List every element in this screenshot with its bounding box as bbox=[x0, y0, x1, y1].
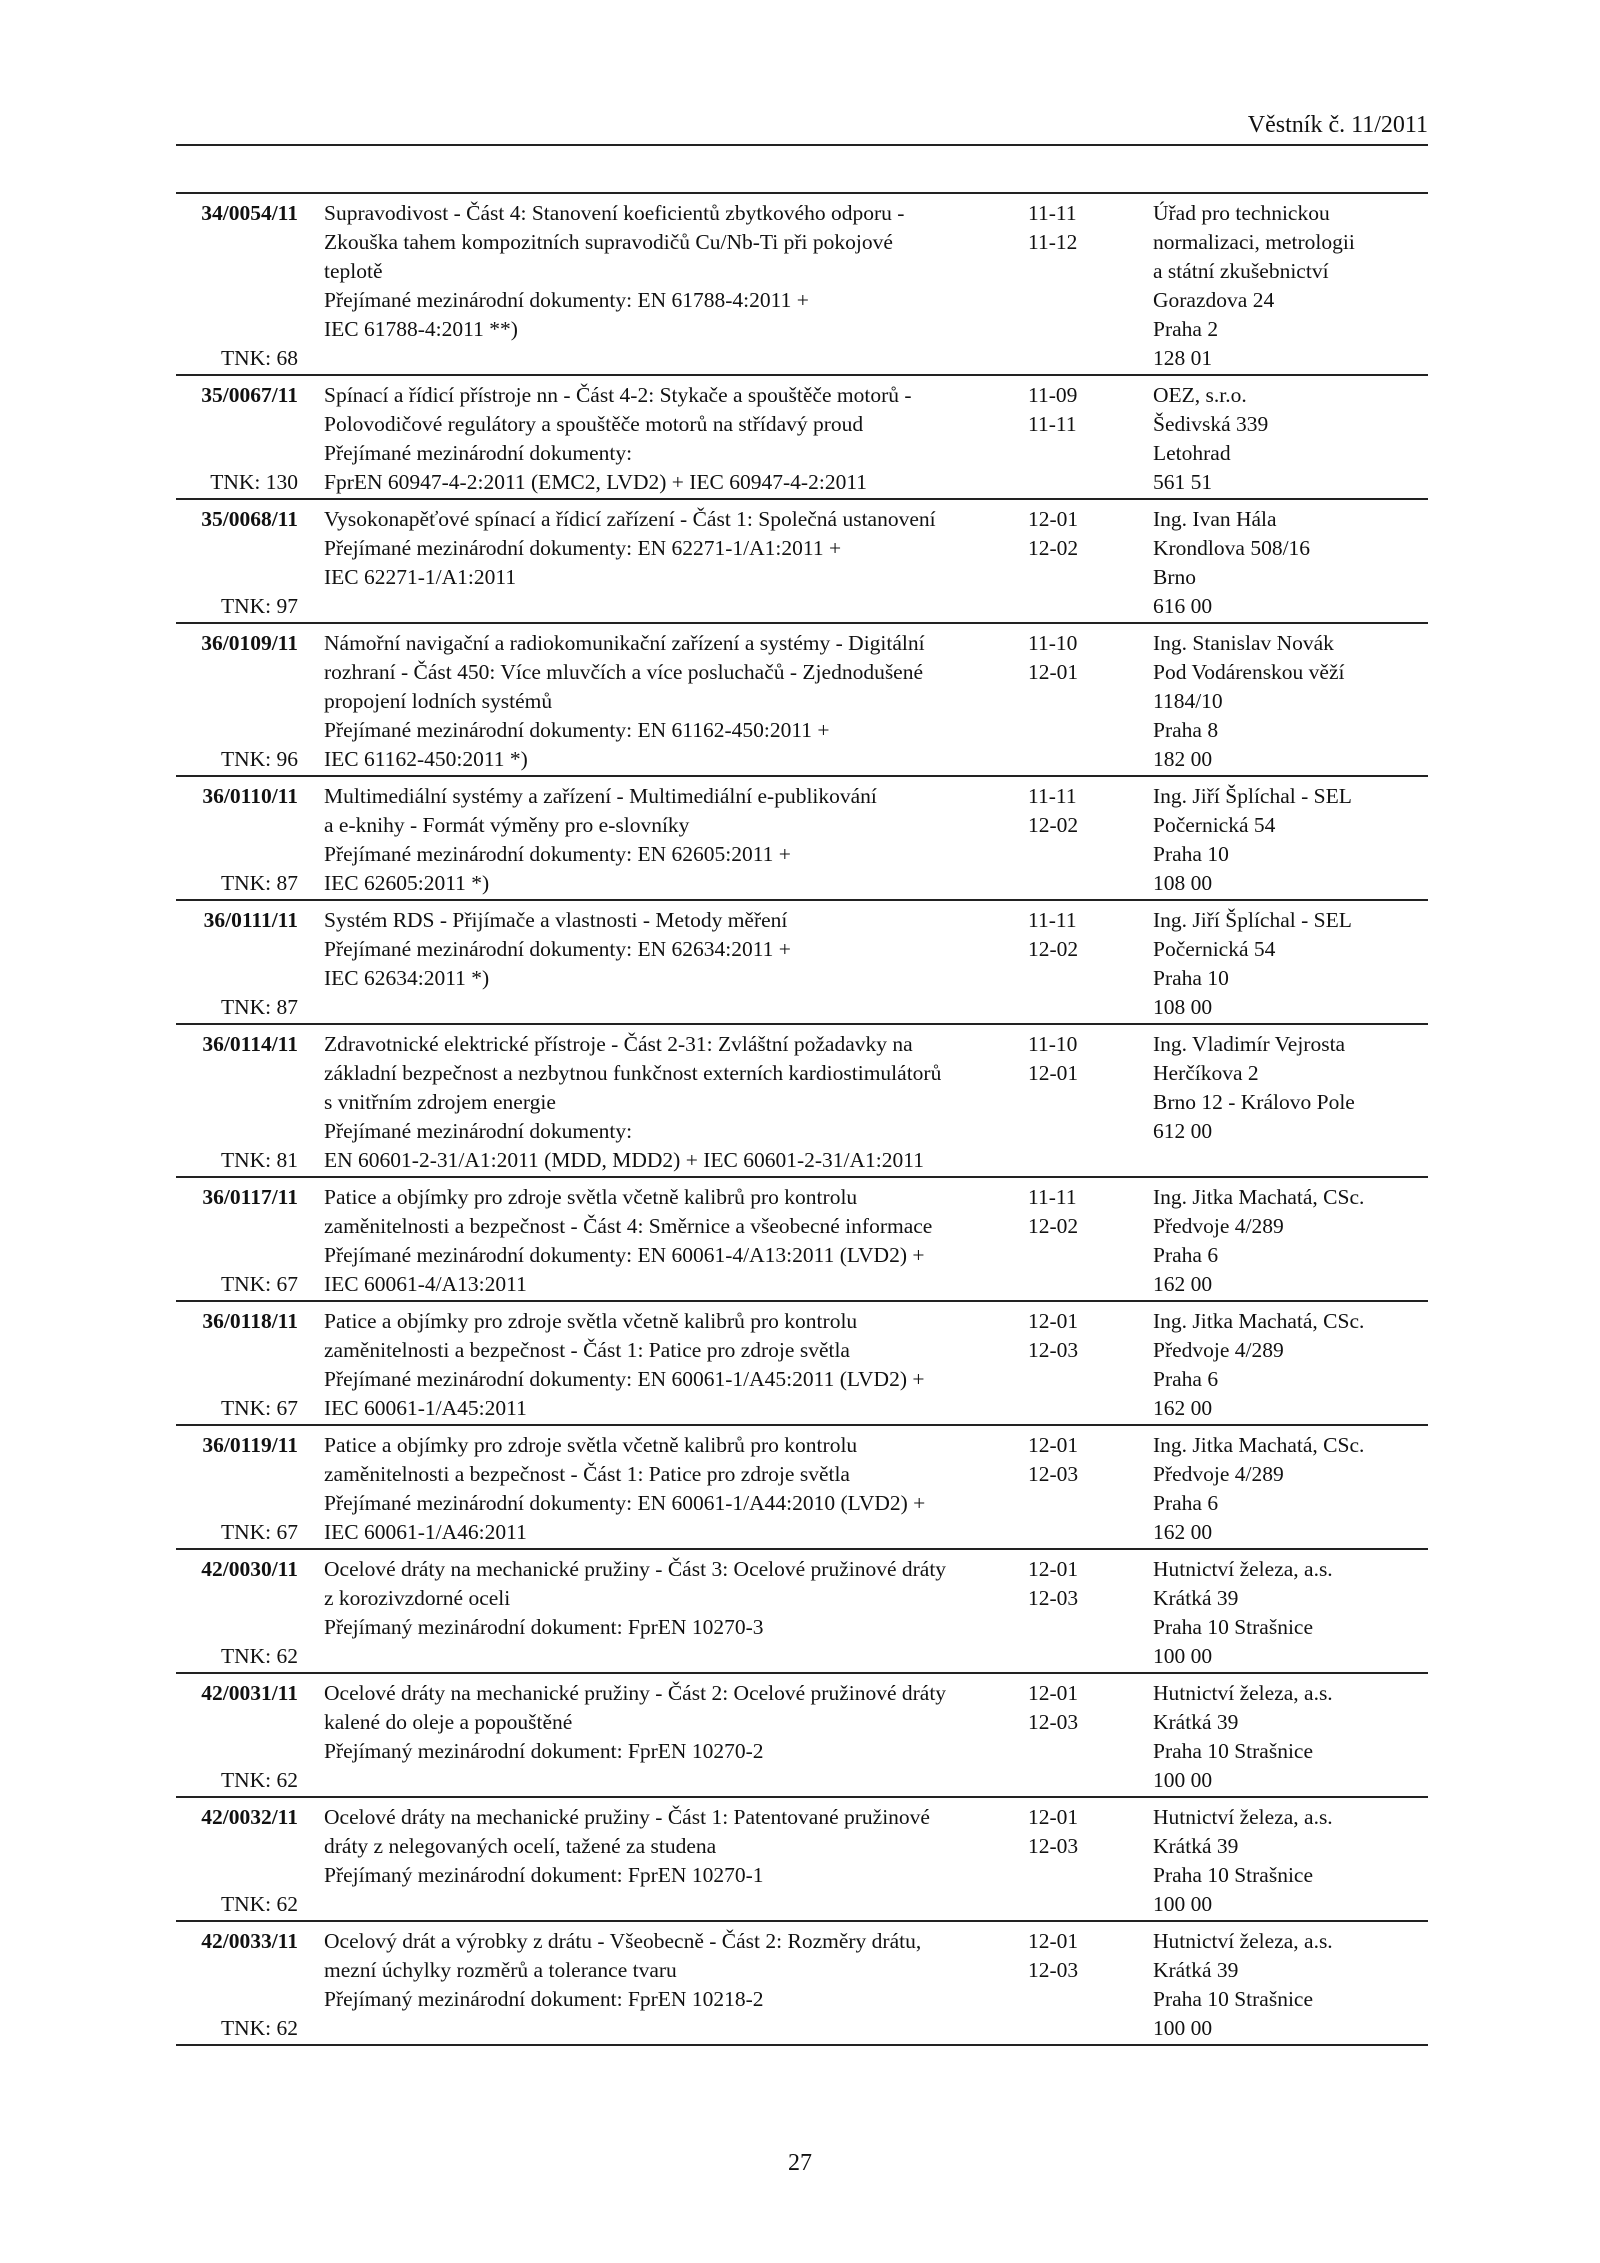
entry-title-line: Spínací a řídicí přístroje nn - Část 4-2: Stykače a spouštěče motorů - bbox=[324, 383, 912, 407]
entry-address-line: Praha 10 Strašnice bbox=[1153, 1739, 1314, 1763]
entry-title-line: propojení lodních systémů bbox=[324, 689, 553, 713]
entry-address-line: 108 00 bbox=[1153, 871, 1213, 895]
entry-title-line: Přejímané mezinárodní dokumenty: EN 62605:2011 + bbox=[324, 842, 791, 866]
entry-dates-cell bbox=[1028, 782, 1153, 898]
standard-entry bbox=[176, 1426, 1428, 1550]
entry-date: 11-11 bbox=[1028, 784, 1077, 808]
entry-title-cell bbox=[298, 1030, 1028, 1175]
entry-title-line: Multimediální systémy a zařízení - Multimediální e-publikování bbox=[324, 784, 877, 808]
entry-title-cell bbox=[298, 1307, 1028, 1423]
entry-id-cell bbox=[176, 1803, 298, 1919]
entry-address-line: 128 01 bbox=[1153, 346, 1213, 370]
entry-title-line: Ocelové dráty na mechanické pružiny - Část 1: Patentované pružinové bbox=[324, 1805, 930, 1829]
entry-tnk: TNK: 62 bbox=[220, 2016, 298, 2040]
entry-title-line: dráty z nelegovaných ocelí, tažené za studena bbox=[324, 1834, 717, 1858]
entry-date: 12-02 bbox=[1028, 813, 1079, 837]
entry-date: 12-01 bbox=[1028, 1061, 1079, 1085]
entry-date: 11-09 bbox=[1028, 383, 1078, 407]
entry-address-line: Ing. Jitka Machatá, CSc. bbox=[1153, 1185, 1365, 1209]
entry-tnk: TNK: 81 bbox=[220, 1148, 298, 1172]
entry-date: 11-11 bbox=[1028, 908, 1077, 932]
entry-code: 36/0117/11 bbox=[202, 1185, 298, 1209]
entry-title-cell bbox=[298, 1803, 1028, 1919]
entry-date: 12-01 bbox=[1028, 660, 1079, 684]
entry-address-line: 1184/10 bbox=[1153, 689, 1223, 713]
entry-title-line: kalené do oleje a popouštěné bbox=[324, 1710, 573, 1734]
entry-address-line: Praha 10 Strašnice bbox=[1153, 1615, 1314, 1639]
entry-tnk: TNK: 62 bbox=[220, 1644, 298, 1668]
entry-code: 35/0067/11 bbox=[201, 383, 298, 407]
entry-date: 12-02 bbox=[1028, 536, 1079, 560]
entry-date: 12-03 bbox=[1028, 1958, 1079, 1982]
entry-title-cell bbox=[298, 381, 1028, 497]
entry-code: 36/0109/11 bbox=[201, 631, 298, 655]
entry-title-line: Přejímané mezinárodní dokumenty: EN 60061-4/A13:2011 (LVD2) + bbox=[324, 1243, 925, 1267]
entry-title-line: Patice a objímky pro zdroje světla včetně kalibrů pro kontrolu bbox=[324, 1433, 858, 1457]
page-number: 27 bbox=[788, 2150, 812, 2176]
entry-address-line: Praha 6 bbox=[1153, 1367, 1219, 1391]
entry-id-cell bbox=[176, 1431, 298, 1547]
entry-address-line: Ing. Stanislav Novák bbox=[1153, 631, 1334, 655]
entry-id-cell bbox=[176, 782, 298, 898]
entry-title-line: FprEN 60947-4-2:2011 (EMC2, LVD2) + IEC 60947-4-2:2011 bbox=[324, 470, 868, 494]
entry-tnk: TNK: 67 bbox=[220, 1520, 298, 1544]
entry-id-cell bbox=[176, 199, 298, 373]
entry-address-line: 612 00 bbox=[1153, 1119, 1213, 1143]
entry-date: 11-11 bbox=[1028, 412, 1077, 436]
entry-tnk: TNK: 62 bbox=[220, 1892, 298, 1916]
entry-title-line: Zkouška tahem kompozitních supravodičů Cu/Nb-Ti při pokojové bbox=[324, 230, 893, 254]
entry-address-line: OEZ, s.r.o. bbox=[1153, 383, 1247, 407]
entry-title-line: Zdravotnické elektrické přístroje - Část 2-31: Zvláštní požadavky na bbox=[324, 1032, 913, 1056]
entry-address-line: 100 00 bbox=[1153, 2016, 1213, 2040]
entry-id-cell bbox=[176, 505, 298, 621]
standard-entry bbox=[176, 1674, 1428, 1798]
entry-dates-cell bbox=[1028, 199, 1153, 373]
entry-dates-cell bbox=[1028, 1679, 1153, 1795]
entry-address-line: Krátká 39 bbox=[1153, 1586, 1239, 1610]
entry-date: 12-01 bbox=[1028, 1309, 1079, 1333]
entry-title-line: Přejímané mezinárodní dokumenty: EN 62271-1/A1:2011 + bbox=[324, 536, 842, 560]
entry-title-line: Ocelový drát a výrobky z drátu - Všeobecně - Část 2: Rozměry drátu, bbox=[324, 1929, 922, 1953]
entry-address-line: 108 00 bbox=[1153, 995, 1213, 1019]
entry-code: 42/0030/11 bbox=[201, 1557, 298, 1581]
entry-address-line: Praha 8 bbox=[1153, 718, 1219, 742]
entry-title-line: základní bezpečnost a nezbytnou funkčnost externích kardiostimulátorů bbox=[324, 1061, 942, 1085]
entry-address-cell bbox=[1153, 1679, 1428, 1795]
entry-address-line: Krátká 39 bbox=[1153, 1834, 1239, 1858]
entry-address-line: 100 00 bbox=[1153, 1768, 1213, 1792]
entry-address-line: Hutnictví železa, a.s. bbox=[1153, 1557, 1333, 1581]
entry-id-cell bbox=[176, 629, 298, 774]
entry-address-line: 162 00 bbox=[1153, 1396, 1213, 1420]
entry-title-line: Přejímané mezinárodní dokumenty: EN 61788-4:2011 + bbox=[324, 288, 809, 312]
entry-date: 11-11 bbox=[1028, 1185, 1077, 1209]
entry-address-line: 182 00 bbox=[1153, 747, 1213, 771]
entry-code: 36/0118/11 bbox=[202, 1309, 298, 1333]
entry-address-line: Praha 6 bbox=[1153, 1491, 1219, 1515]
entry-date: 12-01 bbox=[1028, 1433, 1079, 1457]
entry-tnk: TNK: 67 bbox=[220, 1396, 298, 1420]
entry-address-cell bbox=[1153, 505, 1428, 621]
standard-entry bbox=[176, 777, 1428, 901]
entry-tnk: TNK: 96 bbox=[220, 747, 298, 771]
entry-address-cell bbox=[1153, 1555, 1428, 1671]
entry-address-line: Hutnictví železa, a.s. bbox=[1153, 1929, 1333, 1953]
entry-title-cell bbox=[298, 1679, 1028, 1795]
entry-address-cell bbox=[1153, 1030, 1428, 1175]
entry-address-line: Ing. Jitka Machatá, CSc. bbox=[1153, 1433, 1365, 1457]
entry-title-line: Přejímaný mezinárodní dokument: FprEN 10270-2 bbox=[324, 1739, 764, 1763]
entry-address-line: 162 00 bbox=[1153, 1272, 1213, 1296]
entry-dates-cell bbox=[1028, 906, 1153, 1022]
entry-title-line: rozhraní - Část 450: Více mluvčích a více posluchačů - Zjednodušené bbox=[324, 660, 924, 684]
entry-code: 36/0111/11 bbox=[203, 908, 298, 932]
standard-entry bbox=[176, 1178, 1428, 1302]
entry-code: 34/0054/11 bbox=[201, 201, 298, 225]
entry-address-line: normalizaci, metrologii bbox=[1153, 230, 1355, 254]
entry-id-cell bbox=[176, 1927, 298, 2043]
entry-date: 12-01 bbox=[1028, 1681, 1079, 1705]
entry-address-line: Hutnictví železa, a.s. bbox=[1153, 1681, 1333, 1705]
entry-title-line: z korozivzdorné oceli bbox=[324, 1586, 511, 1610]
entry-title-line: Přejímané mezinárodní dokumenty: EN 60061-1/A45:2011 (LVD2) + bbox=[324, 1367, 925, 1391]
entry-title-line: Přejímaný mezinárodní dokument: FprEN 10270-1 bbox=[324, 1863, 764, 1887]
entry-address-line: 162 00 bbox=[1153, 1520, 1213, 1544]
entry-title-cell bbox=[298, 782, 1028, 898]
entry-title-line: zaměnitelnosti a bezpečnost - Část 4: Směrnice a všeobecné informace bbox=[324, 1214, 933, 1238]
entry-id-cell bbox=[176, 906, 298, 1022]
entry-title-line: IEC 62605:2011 *) bbox=[324, 871, 490, 895]
entry-title-line: IEC 60061-4/A13:2011 bbox=[324, 1272, 527, 1296]
entry-date: 12-02 bbox=[1028, 937, 1079, 961]
entry-title-line: IEC 60061-1/A45:2011 bbox=[324, 1396, 527, 1420]
entry-id-cell bbox=[176, 1183, 298, 1299]
entry-tnk: TNK: 97 bbox=[220, 594, 298, 618]
entry-code: 35/0068/11 bbox=[201, 507, 298, 531]
entry-address-line: Počernická 54 bbox=[1153, 813, 1276, 837]
entry-title-cell bbox=[298, 1555, 1028, 1671]
standards-list bbox=[176, 192, 1428, 2046]
entry-date: 12-03 bbox=[1028, 1462, 1079, 1486]
entry-dates-cell bbox=[1028, 1555, 1153, 1671]
entry-title-line: zaměnitelnosti a bezpečnost - Část 1: Patice pro zdroje světla bbox=[324, 1338, 850, 1362]
entry-title-line: zaměnitelnosti a bezpečnost - Část 1: Patice pro zdroje světla bbox=[324, 1462, 850, 1486]
entry-title-line: Ocelové dráty na mechanické pružiny - Část 2: Ocelové pružinové dráty bbox=[324, 1681, 947, 1705]
entry-address-cell bbox=[1153, 1183, 1428, 1299]
entry-code: 42/0032/11 bbox=[201, 1805, 298, 1829]
standard-entry bbox=[176, 1798, 1428, 1922]
entry-address-line: 100 00 bbox=[1153, 1644, 1213, 1668]
entry-title-cell bbox=[298, 199, 1028, 373]
entry-address-line: Praha 10 Strašnice bbox=[1153, 1987, 1314, 2011]
entry-title-line: IEC 61162-450:2011 *) bbox=[324, 747, 528, 771]
entry-date: 12-03 bbox=[1028, 1834, 1079, 1858]
entry-address-line: Brno bbox=[1153, 565, 1196, 589]
entry-address-line: Ing. Ivan Hála bbox=[1153, 507, 1277, 531]
entry-address-cell bbox=[1153, 1927, 1428, 2043]
entry-address-line: Praha 10 bbox=[1153, 842, 1229, 866]
entry-title-cell bbox=[298, 906, 1028, 1022]
entry-address-line: Krátká 39 bbox=[1153, 1710, 1239, 1734]
entry-date: 11-10 bbox=[1028, 631, 1078, 655]
entry-address-line: Ing. Vladimír Vejrosta bbox=[1153, 1032, 1346, 1056]
entry-id-cell bbox=[176, 381, 298, 497]
entry-address-line: a státní zkušebnictví bbox=[1153, 259, 1329, 283]
entry-address-line: Pod Vodárenskou věží bbox=[1153, 660, 1345, 684]
entry-tnk: TNK: 130 bbox=[210, 470, 298, 494]
entry-tnk: TNK: 62 bbox=[220, 1768, 298, 1792]
entry-address-cell bbox=[1153, 629, 1428, 774]
standard-entry bbox=[176, 376, 1428, 500]
entry-address-line: Gorazdova 24 bbox=[1153, 288, 1275, 312]
page-footer bbox=[0, 2150, 1600, 2177]
entry-title-line: s vnitřním zdrojem energie bbox=[324, 1090, 556, 1114]
entry-title-cell bbox=[298, 1183, 1028, 1299]
entry-date: 11-10 bbox=[1028, 1032, 1078, 1056]
entry-tnk: TNK: 68 bbox=[220, 346, 298, 370]
entry-dates-cell bbox=[1028, 629, 1153, 774]
entry-address-line: Ing. Jiří Šplíchal - SEL bbox=[1153, 784, 1352, 808]
entry-date: 12-01 bbox=[1028, 1557, 1079, 1581]
entry-dates-cell bbox=[1028, 1927, 1153, 2043]
entry-address-line: Počernická 54 bbox=[1153, 937, 1276, 961]
entry-title-line: Přejímané mezinárodní dokumenty: EN 60061-1/A44:2010 (LVD2) + bbox=[324, 1491, 926, 1515]
entry-title-line: Ocelové dráty na mechanické pružiny - Část 3: Ocelové pružinové dráty bbox=[324, 1557, 947, 1581]
entry-address-line: Praha 10 bbox=[1153, 966, 1229, 990]
entry-date: 12-01 bbox=[1028, 507, 1079, 531]
entry-title-line: teplotě bbox=[324, 259, 383, 283]
entry-dates-cell bbox=[1028, 381, 1153, 497]
entry-dates-cell bbox=[1028, 1183, 1153, 1299]
entry-address-line: Praha 6 bbox=[1153, 1243, 1219, 1267]
entry-address-cell bbox=[1153, 1307, 1428, 1423]
entry-tnk: TNK: 67 bbox=[220, 1272, 298, 1296]
standard-entry bbox=[176, 1025, 1428, 1178]
standard-entry bbox=[176, 624, 1428, 777]
entry-id-cell bbox=[176, 1679, 298, 1795]
entry-title-line: Námořní navigační a radiokomunikační zařízení a systémy - Digitální bbox=[324, 631, 925, 655]
entry-date: 12-03 bbox=[1028, 1338, 1079, 1362]
entry-title-line: Patice a objímky pro zdroje světla včetně kalibrů pro kontrolu bbox=[324, 1185, 858, 1209]
entry-date: 12-01 bbox=[1028, 1929, 1079, 1953]
entry-address-line: Krondlova 508/16 bbox=[1153, 536, 1311, 560]
entry-date: 11-11 bbox=[1028, 201, 1077, 225]
entry-address-line: Předvoje 4/289 bbox=[1153, 1214, 1284, 1238]
entry-title-cell bbox=[298, 1927, 1028, 2043]
entry-dates-cell bbox=[1028, 1431, 1153, 1547]
entry-address-line: 616 00 bbox=[1153, 594, 1213, 618]
entry-title-line: a e-knihy - Formát výměny pro e-slovníky bbox=[324, 813, 690, 837]
entry-title-cell bbox=[298, 1431, 1028, 1547]
standard-entry bbox=[176, 1550, 1428, 1674]
entry-address-line: Letohrad bbox=[1153, 441, 1231, 465]
entry-tnk: TNK: 87 bbox=[220, 871, 298, 895]
entry-title-line: IEC 60061-1/A46:2011 bbox=[324, 1520, 527, 1544]
entry-address-cell bbox=[1153, 782, 1428, 898]
entry-address-line: Hutnictví železa, a.s. bbox=[1153, 1805, 1333, 1829]
standard-entry bbox=[176, 901, 1428, 1025]
entry-title-line: Přejímané mezinárodní dokumenty: bbox=[324, 1119, 633, 1143]
entry-address-cell bbox=[1153, 1803, 1428, 1919]
entry-address-line: Brno 12 - Královo Pole bbox=[1153, 1090, 1355, 1114]
entry-title-cell bbox=[298, 505, 1028, 621]
entry-address-cell bbox=[1153, 381, 1428, 497]
entry-date: 12-03 bbox=[1028, 1586, 1079, 1610]
entry-tnk: TNK: 87 bbox=[220, 995, 298, 1019]
entry-address-line: 100 00 bbox=[1153, 1892, 1213, 1916]
entry-address-line: Herčíkova 2 bbox=[1153, 1061, 1259, 1085]
standard-entry bbox=[176, 500, 1428, 624]
entry-title-cell bbox=[298, 629, 1028, 774]
entry-dates-cell bbox=[1028, 1030, 1153, 1175]
entry-title-line: Přejímané mezinárodní dokumenty: EN 61162-450:2011 + bbox=[324, 718, 830, 742]
entry-title-line: Supravodivost - Část 4: Stanovení koeficientů zbytkového odporu - bbox=[324, 201, 905, 225]
entry-date: 12-02 bbox=[1028, 1214, 1079, 1238]
entry-dates-cell bbox=[1028, 1803, 1153, 1919]
entry-address-line: 561 51 bbox=[1153, 470, 1213, 494]
entry-id-cell bbox=[176, 1030, 298, 1175]
entry-title-line: Systém RDS - Přijímače a vlastnosti - Metody měření bbox=[324, 908, 788, 932]
entry-code: 36/0119/11 bbox=[202, 1433, 298, 1457]
entry-title-line: Přejímaný mezinárodní dokument: FprEN 10270-3 bbox=[324, 1615, 764, 1639]
bulletin-title: Věstník č. 11/2011 bbox=[1247, 112, 1428, 138]
entry-title-line: IEC 62634:2011 *) bbox=[324, 966, 490, 990]
entry-code: 42/0033/11 bbox=[201, 1929, 298, 1953]
entry-address-line: Předvoje 4/289 bbox=[1153, 1462, 1284, 1486]
entry-title-line: Přejímané mezinárodní dokumenty: bbox=[324, 441, 633, 465]
entry-title-line: IEC 61788-4:2011 **) bbox=[324, 317, 518, 341]
entry-title-line: Polovodičové regulátory a spouštěče motorů na střídavý proud bbox=[324, 412, 864, 436]
entry-address-line: Praha 10 Strašnice bbox=[1153, 1863, 1314, 1887]
standard-entry bbox=[176, 194, 1428, 376]
entry-date: 12-01 bbox=[1028, 1805, 1079, 1829]
entry-title-line: EN 60601-2-31/A1:2011 (MDD, MDD2) + IEC 60601-2-31/A1:2011 bbox=[324, 1148, 924, 1172]
entry-address-cell bbox=[1153, 906, 1428, 1022]
entry-id-cell bbox=[176, 1555, 298, 1671]
entry-address-line: Ing. Jiří Šplíchal - SEL bbox=[1153, 908, 1352, 932]
entry-title-line: IEC 62271-1/A1:2011 bbox=[324, 565, 517, 589]
entry-title-line: Vysokonapěťové spínací a řídicí zařízení - Část 1: Společná ustanovení bbox=[324, 507, 936, 531]
entry-dates-cell bbox=[1028, 1307, 1153, 1423]
entry-date: 11-12 bbox=[1028, 230, 1078, 254]
entry-id-cell bbox=[176, 1307, 298, 1423]
entry-title-line: Přejímané mezinárodní dokumenty: EN 62634:2011 + bbox=[324, 937, 791, 961]
standard-entry bbox=[176, 1922, 1428, 2046]
entry-code: 36/0114/11 bbox=[202, 1032, 298, 1056]
entry-address-line: Úřad pro technickou bbox=[1153, 201, 1330, 225]
entry-address-line: Šedivská 339 bbox=[1153, 412, 1269, 436]
entry-address-cell bbox=[1153, 199, 1428, 373]
entry-dates-cell bbox=[1028, 505, 1153, 621]
entry-address-line: Praha 2 bbox=[1153, 317, 1219, 341]
entry-title-line: Patice a objímky pro zdroje světla včetně kalibrů pro kontrolu bbox=[324, 1309, 858, 1333]
entry-date: 12-03 bbox=[1028, 1710, 1079, 1734]
entry-address-line: Předvoje 4/289 bbox=[1153, 1338, 1284, 1362]
entry-code: 42/0031/11 bbox=[201, 1681, 298, 1705]
page-header bbox=[176, 110, 1428, 146]
entry-address-line: Krátká 39 bbox=[1153, 1958, 1239, 1982]
entry-code: 36/0110/11 bbox=[202, 784, 298, 808]
standard-entry bbox=[176, 1302, 1428, 1426]
entry-address-line: Ing. Jitka Machatá, CSc. bbox=[1153, 1309, 1365, 1333]
entry-title-line: Přejímaný mezinárodní dokument: FprEN 10218-2 bbox=[324, 1987, 764, 2011]
entry-title-line: mezní úchylky rozměrů a tolerance tvaru bbox=[324, 1958, 677, 1982]
entry-address-cell bbox=[1153, 1431, 1428, 1547]
